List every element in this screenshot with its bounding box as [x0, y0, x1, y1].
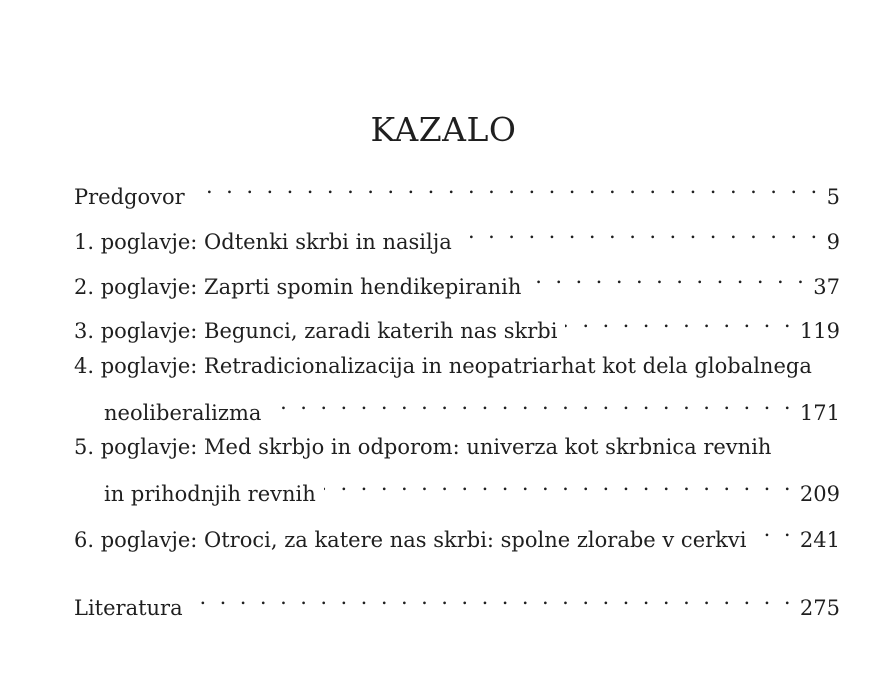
- toc-entry-literatura[interactable]: [74, 579, 840, 620]
- dot-leader: [191, 579, 794, 615]
- toc-entry-title-continued: in prihodnjih revnih: [104, 482, 316, 506]
- dot-leader: [324, 465, 794, 501]
- toc-entry-predgovor[interactable]: [74, 168, 840, 209]
- toc-page-number: 171: [799, 401, 840, 425]
- toc-entry-title: 3. poglavje: Begunci, zaradi katerih nas skrbi: [74, 319, 558, 343]
- dot-leader: [460, 213, 821, 249]
- dot-leader: [529, 258, 807, 294]
- toc-entry-chapter-2[interactable]: [74, 258, 840, 299]
- toc-page-number: 5: [826, 185, 840, 209]
- toc-page-number: 209: [799, 482, 840, 506]
- toc-entry-title: 2. poglavje: Zaprti spomin hendikepiranih: [74, 275, 522, 299]
- toc-entry-title: 5. poglavje: Med skrbjo in odporom: univerza kot skrbnica revnih: [74, 435, 772, 459]
- toc-page-number: 275: [799, 596, 840, 620]
- dot-leader: [754, 511, 793, 547]
- toc-entry-title: 1. poglavje: Odtenki skrbi in nasilja: [74, 230, 452, 254]
- toc-page-number: 9: [826, 230, 840, 254]
- toc-entry-title-continued: neoliberalizma: [104, 401, 262, 425]
- toc-entry-chapter-3[interactable]: [74, 302, 840, 343]
- toc-page-number: 119: [799, 319, 840, 343]
- toc-entry-chapter-1[interactable]: [74, 213, 840, 254]
- dot-leader: [565, 302, 793, 338]
- dot-leader: [193, 168, 821, 204]
- toc-entry-chapter-4[interactable]: [74, 348, 840, 425]
- toc-entry-chapter-5[interactable]: [74, 429, 840, 506]
- toc-entry-title: 4. poglavje: Retradicionalizacija in neopatriarhat kot dela globalnega: [74, 354, 812, 378]
- toc-entry-chapter-6[interactable]: [74, 511, 840, 552]
- dot-leader: [269, 384, 794, 420]
- toc-entry-title: 6. poglavje: Otroci, za katere nas skrbi: spolne zlorabe v cerkvi: [74, 528, 747, 552]
- page-title: KAZALO: [370, 110, 517, 150]
- toc-page-number: 37: [813, 275, 840, 299]
- toc-entry-title: Literatura: [74, 596, 183, 620]
- toc-page-number: 241: [799, 528, 840, 552]
- toc-entry-title: Predgovor: [74, 185, 185, 209]
